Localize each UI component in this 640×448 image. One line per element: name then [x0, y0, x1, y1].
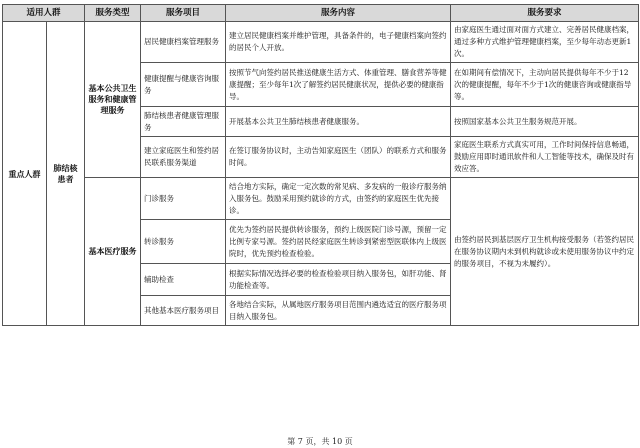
service-content-cell: 在签订服务协议时，主动告知家庭医生（团队）的联系方式和服务时间。 — [226, 137, 451, 178]
service-type-cell: 基本公共卫生服务和健康管理服务 — [85, 22, 141, 178]
service-table — [2, 4, 639, 326]
service-item-cell: 居民健康档案管理服务 — [141, 22, 226, 63]
service-item-cell: 建立家庭医生和签约居民联系服务渠道 — [141, 137, 226, 178]
service-content-cell: 根据实际情况选择必要的检查检验项目纳入服务包，如肝功能、肾功能检查等。 — [226, 264, 451, 296]
service-content-cell: 优先为签约居民提供转诊服务，预约上级医院门诊号源，预留一定比例专家号源。签约居民经家庭医生转诊到紧密型医联体内上级医院时，优先预约检查检验。 — [226, 220, 451, 264]
header-content: 服务内容 — [226, 5, 451, 22]
service-item-cell: 门诊服务 — [141, 178, 226, 220]
service-content-cell: 结合地方实际，确定一定次数的常见病、多发病的一般诊疗服务纳入服务包。鼓励采用预约就诊的方式，由签约的家庭医生优先接诊。 — [226, 178, 451, 220]
service-type-cell: 基本医疗服务 — [85, 178, 141, 326]
subgroup-cell: 肺结核患者 — [47, 22, 85, 326]
service-requirement-cell: 家庭医生联系方式真实可用，工作时间保持信息畅通，鼓励应用即时通讯软件和人工智能等技术，确保及时有效应答。 — [451, 137, 639, 178]
header-item: 服务项目 — [141, 5, 226, 22]
service-requirement-cell: 由签约居民到基层医疗卫生机构接受服务（若签约居民在服务协议期内未到机构就诊或未使用服务协议中约定的服务项目，不视为未履约）。 — [451, 178, 639, 326]
table-row — [3, 178, 639, 220]
service-content-cell: 开展基本公共卫生肺结核患者健康服务。 — [226, 107, 451, 137]
header-type: 服务类型 — [85, 5, 141, 22]
service-item-cell: 转诊服务 — [141, 220, 226, 264]
service-item-cell: 辅助检查 — [141, 264, 226, 296]
service-requirement-cell: 在如期间有偿情况下，主动向居民提供每年不少于12次的健康提醒，每年不少于1次的健康咨询或健康指导等。 — [451, 63, 639, 107]
table-row — [3, 22, 639, 63]
service-item-cell: 健康提醒与健康咨询服务 — [141, 63, 226, 107]
service-content-cell: 各地结合实际，从属地医疗服务项目范围内遴选适宜的医疗服务项目纳入服务包。 — [226, 296, 451, 326]
header-population: 适用人群 — [3, 5, 85, 22]
header-requirement: 服务要求 — [451, 5, 639, 22]
service-content-cell: 按照节气向签约居民推送健康生活方式、体重管理、膳食营养等健康提醒；至少每年1次了解签约居民健康状况，提供必要的健康指导。 — [226, 63, 451, 107]
service-requirement-cell: 按照国家基本公共卫生服务规范开展。 — [451, 107, 639, 137]
population-cell: 重点人群 — [3, 22, 47, 326]
service-content-cell: 建立居民健康档案并维护管理，具备条件的，电子健康档案向签约的居民个人开放。 — [226, 22, 451, 63]
service-item-cell: 其他基本医疗服务项目 — [141, 296, 226, 326]
service-item-cell: 肺结核患者健康管理服务 — [141, 107, 226, 137]
service-requirement-cell: 由家庭医生通过面对面方式建立、完善居民健康档案，通过多种方式维护管理健康档案，至少每年动态更新1次。 — [451, 22, 639, 63]
table-header-row — [3, 5, 639, 22]
page-number: 第 7 页，共 10 页 — [287, 437, 353, 446]
